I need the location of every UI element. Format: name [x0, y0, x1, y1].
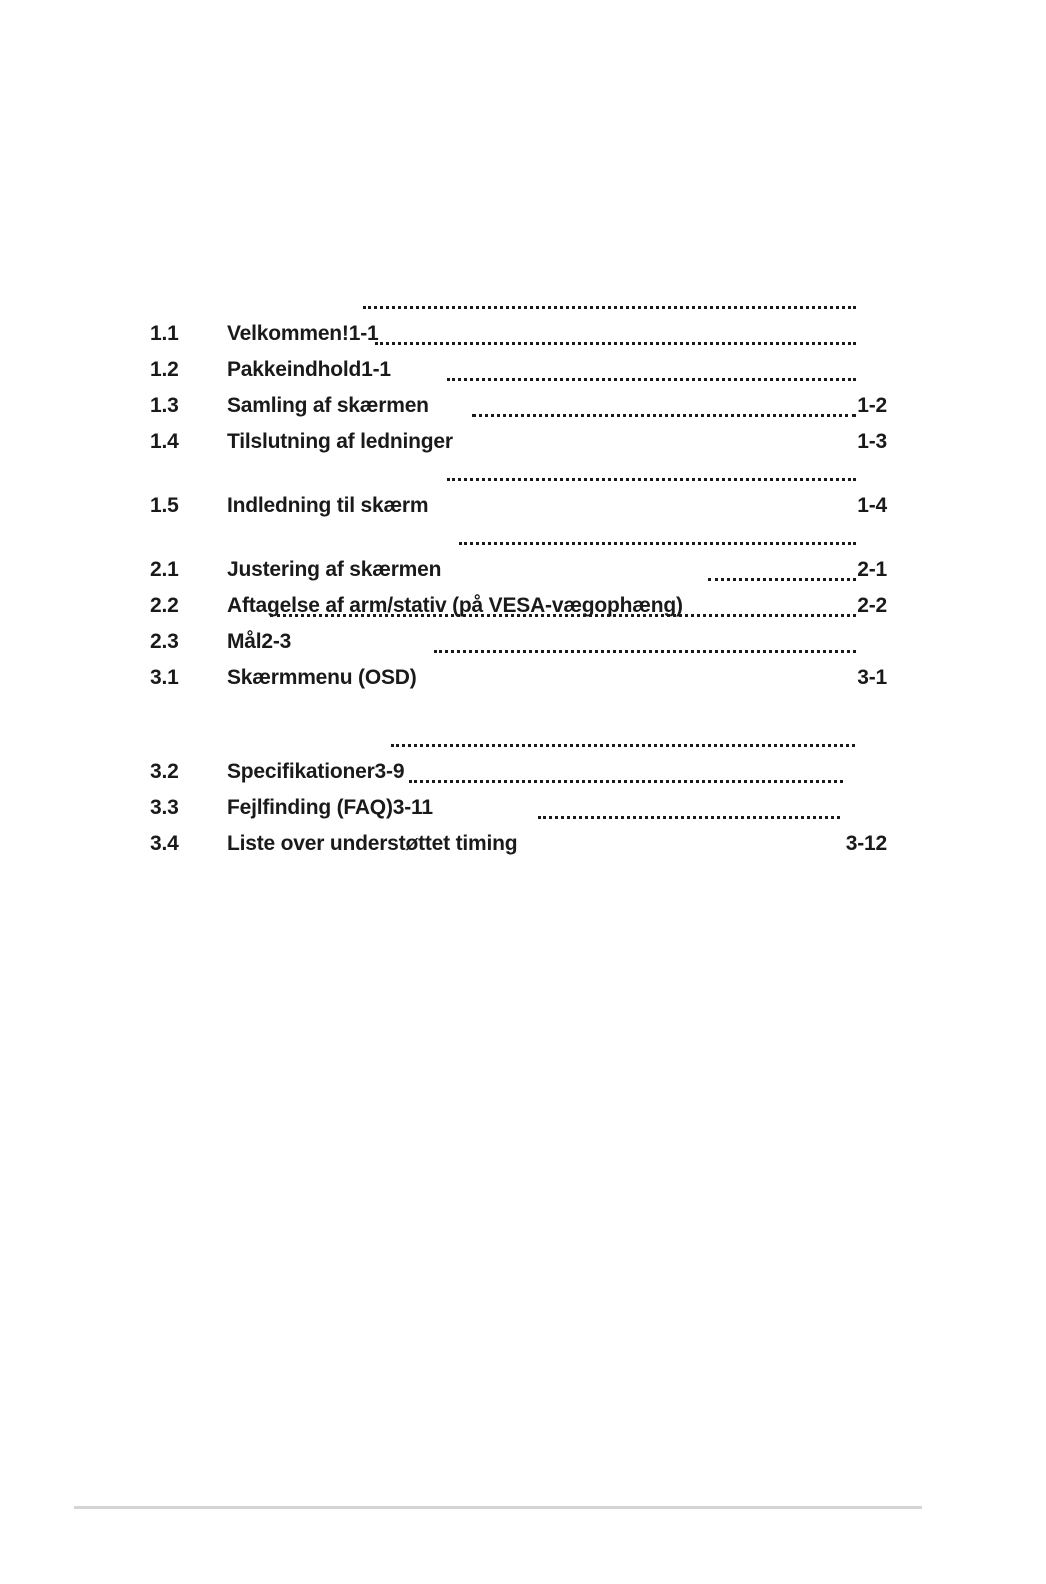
- dot-leader: [447, 378, 856, 385]
- toc-entry-title: Justering af skærmen: [227, 558, 442, 581]
- toc-entry-title: Velkommen!1-1: [227, 322, 379, 345]
- toc-entry-page: 1-4: [857, 494, 887, 517]
- toc-entry[interactable]: [0, 430, 1046, 460]
- dot-leader: [270, 614, 856, 621]
- dot-leader: [459, 542, 856, 549]
- toc-entry-number: 3.3: [150, 796, 179, 819]
- toc-entry-title: Pakkeindhold1-1: [227, 358, 391, 381]
- toc-entry-number: 1.2: [150, 358, 179, 381]
- toc-entry-title: Mål2-3: [227, 630, 292, 653]
- toc-entry-page: 3-1: [857, 666, 887, 689]
- toc-entry-title: Aftagelse af arm/stativ (på VESA-vægophæng): [227, 594, 683, 617]
- toc-entry[interactable]: [0, 832, 1046, 862]
- toc-entry[interactable]: [0, 796, 1046, 826]
- toc-entry-title: Skærmmenu (OSD): [227, 666, 417, 689]
- toc-entry-number: 2.1: [150, 558, 179, 581]
- dot-leader: [538, 816, 840, 823]
- toc-entry-page: 1-2: [857, 394, 887, 417]
- toc-entry[interactable]: [0, 494, 1046, 524]
- toc-entry-number: 1.4: [150, 430, 179, 453]
- toc-entry-number: 2.3: [150, 630, 179, 653]
- dot-leader: [391, 744, 855, 751]
- footer-divider: [74, 1506, 922, 1509]
- toc-entry-title: Specifikationer3-9: [227, 760, 405, 783]
- toc-entry-title: Samling af skærmen: [227, 394, 429, 417]
- toc-entry-number: 1.5: [150, 494, 179, 517]
- toc-entry-title: Tilslutning af ledninger: [227, 430, 453, 453]
- toc-entry-title: Liste over understøttet timing: [227, 832, 518, 855]
- toc-entry-number: 2.2: [150, 594, 179, 617]
- toc-entry-title: Indledning til skærm: [227, 494, 429, 517]
- dot-leader: [434, 650, 856, 657]
- toc-entry-number: 3.4: [150, 832, 179, 855]
- toc-entry-page: 3-12: [845, 832, 887, 855]
- toc-entry-number: 1.3: [150, 394, 179, 417]
- toc-entry-number: 3.2: [150, 760, 179, 783]
- toc-entry[interactable]: [0, 666, 1046, 696]
- dot-leader: [447, 478, 856, 485]
- toc-entry-page: 2-2: [857, 594, 887, 617]
- toc-entry-number: 3.1: [150, 666, 179, 689]
- dot-leader: [708, 578, 856, 585]
- dot-leader: [472, 414, 856, 421]
- dot-leader: [409, 780, 843, 787]
- toc-entry-title: Fejlfinding (FAQ)3-11: [227, 796, 433, 819]
- dot-leader: [363, 306, 856, 313]
- toc-entry[interactable]: [0, 558, 1046, 588]
- toc-entry-page: 1-3: [857, 430, 887, 453]
- toc-entry-page: 2-1: [857, 558, 887, 581]
- dot-leader: [375, 342, 856, 349]
- toc-entry-number: 1.1: [150, 322, 179, 345]
